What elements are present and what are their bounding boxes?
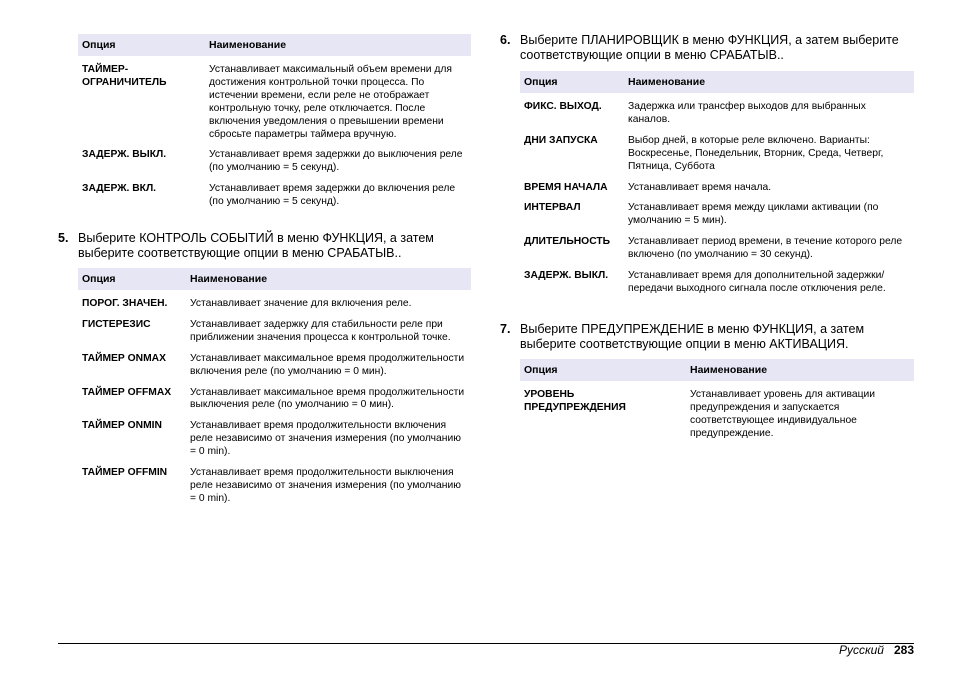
table-row bbox=[520, 202, 914, 236]
column-header-name: Наименование bbox=[205, 34, 471, 56]
page-number: 283 bbox=[893, 643, 914, 657]
step-number: 7. bbox=[500, 322, 511, 336]
option-name: ТАЙМЕР OFFMIN bbox=[82, 467, 168, 479]
option-description: Устанавливает значение для включения реле. bbox=[190, 298, 412, 309]
option-name: ТАЙМЕР OFFMAX bbox=[82, 386, 172, 398]
table-row bbox=[78, 319, 471, 353]
table-event-control-options bbox=[78, 268, 471, 514]
step-text: Выберите ПРЕДУПРЕЖДЕНИЕ в меню ФУНКЦИЯ, а затем выберите соответствующие опции в меню АКТИВАЦИЯ. bbox=[520, 322, 865, 351]
option-description: Устанавливает максимальное время продолжительности включения реле (по умолчанию = 0 мин). bbox=[190, 352, 465, 377]
footer-divider bbox=[58, 643, 914, 644]
option-description: Устанавливает период времени, в течение которого реле включено (по умолчанию = 30 секунд). bbox=[628, 236, 903, 261]
table-timer-options bbox=[78, 34, 471, 217]
table-row bbox=[520, 135, 914, 182]
option-name: ТАЙМЕР ONMAX bbox=[82, 352, 166, 364]
option-description: Устанавливает время для дополнительной задержки/передачи выходного сигнала после отключения реле. bbox=[628, 270, 886, 294]
option-name: ПОРОГ. ЗНАЧЕН. bbox=[82, 298, 168, 309]
table-row bbox=[78, 353, 471, 387]
column-header-name: Наименование bbox=[624, 71, 914, 93]
option-description: Устанавливает задержку для стабильности реле при приближении значения процесса к контрольной точке. bbox=[190, 318, 451, 343]
column-header-option: Опция bbox=[78, 34, 205, 56]
option-description: Выбор дней, в которые реле включено. Варианты: Воскресенье, Понедельник, Вторник, Среда, Четверг, Пятница, Суббота bbox=[628, 134, 884, 172]
step-number: 6. bbox=[500, 33, 511, 47]
table-row bbox=[78, 420, 471, 467]
option-name: УРОВЕНЬ ПРЕДУПРЕЖДЕНИЯ bbox=[524, 389, 626, 413]
table-row bbox=[520, 93, 914, 135]
step-text: Выберите ПЛАНИРОВЩИК в меню ФУНКЦИЯ, а затем выберите соответствующие опции в меню СРАБАТЫВ.. bbox=[520, 33, 899, 62]
option-name: ЗАДЕРЖ. ВЫКЛ. bbox=[82, 149, 167, 161]
option-name: ИНТЕРВАЛ bbox=[524, 202, 581, 214]
table-row bbox=[520, 270, 914, 304]
table-row bbox=[78, 467, 471, 514]
option-name: ЗАДЕРЖ. ВЫКЛ. bbox=[524, 270, 609, 282]
table-row bbox=[78, 387, 471, 421]
table-row bbox=[520, 236, 914, 270]
option-name: ГИСТЕРЕЗИС bbox=[82, 318, 151, 330]
table-warning-options bbox=[520, 359, 914, 449]
option-name: ЗАДЕРЖ. ВКЛ. bbox=[82, 183, 157, 195]
option-name: ВРЕМЯ НАЧАЛА bbox=[524, 181, 608, 193]
option-name: ДЛИТЕЛЬНОСТЬ bbox=[524, 236, 611, 248]
option-description: Устанавливает время продолжительности выключения реле независимо от значения измерения (по умолчанию = 0 min). bbox=[190, 467, 461, 504]
option-description: Устанавливает максимальное время продолжительности выключения реле (по умолчанию = 0 мин). bbox=[190, 386, 465, 411]
step-text: Выберите КОНТРОЛЬ СОБЫТИЙ в меню ФУНКЦИЯ, а затем выберите соответствующие опции в меню СРАБАТЫВ.. bbox=[78, 231, 434, 260]
column-header-option: Опция bbox=[78, 268, 186, 290]
table-row bbox=[520, 381, 914, 449]
option-description: Устанавливает время продолжительности включения реле независимо от значения измерения (по умолчанию = 0 min). bbox=[190, 420, 461, 458]
option-description: Устанавливает время начала. bbox=[628, 181, 772, 193]
option-description: Задержка или трансфер выходов для выбранных каналов. bbox=[628, 101, 866, 125]
option-description: Устанавливает время задержки до выключения реле (по умолчанию = 5 секунд). bbox=[209, 149, 463, 174]
column-header-name: Наименование bbox=[686, 359, 914, 381]
option-description: Устанавливает время задержки до включения реле (по умолчанию = 5 секунд). bbox=[209, 183, 456, 208]
option-description: Устанавливает уровень для активации предупреждения и запускается соответствующее индивидуальное предупреждение. bbox=[690, 389, 876, 439]
table-row bbox=[78, 149, 471, 183]
table-row bbox=[78, 183, 471, 217]
table-row bbox=[78, 56, 471, 149]
table-row bbox=[520, 182, 914, 203]
column-header-option: Опция bbox=[520, 359, 686, 381]
table-row bbox=[78, 290, 471, 319]
option-name: ФИКС. ВЫХОД. bbox=[524, 101, 602, 112]
page-footer bbox=[839, 643, 914, 657]
table-scheduler-options bbox=[520, 71, 914, 304]
footer-language: Русский bbox=[838, 643, 884, 657]
column-header-name: Наименование bbox=[186, 268, 471, 290]
column-header-option: Опция bbox=[520, 71, 624, 93]
option-name: ДНИ ЗАПУСКА bbox=[524, 134, 598, 146]
option-name: ТАЙМЕР ONMIN bbox=[82, 420, 162, 432]
option-name: ТАЙМЕР- ОГРАНИЧИТЕЛЬ bbox=[82, 64, 167, 88]
option-description: Устанавливает максимальный объем времени для достижения контрольной точки процесса. По истечении времени, если реле не отображает контрольную точку, реле отключается. После включения уведомления о превышении времени сбросьте параметры таймера вручную. bbox=[209, 64, 452, 140]
option-description: Устанавливает время между циклами активации (по умолчанию = 5 мин). bbox=[628, 202, 879, 227]
step-number: 5. bbox=[58, 231, 69, 245]
